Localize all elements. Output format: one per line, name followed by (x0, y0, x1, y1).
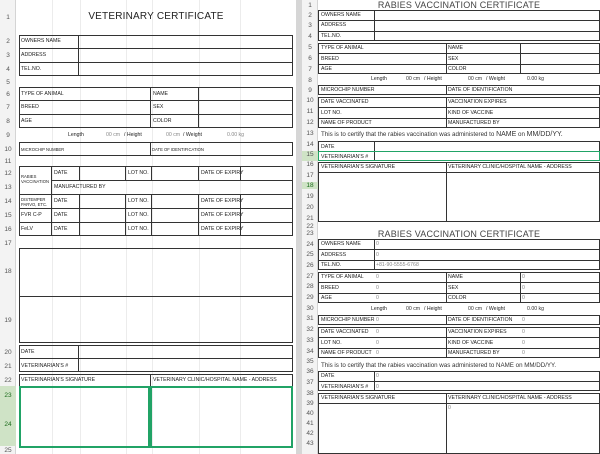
cert2-vet-clinic-value[interactable]: 0 (448, 405, 451, 411)
clinic-cell-selection[interactable] (150, 386, 293, 448)
cert2-owners-name-label: OWNERS NAME (321, 241, 361, 247)
cert2-color-value[interactable]: 0 (522, 295, 525, 301)
row-number[interactable]: 35 (306, 358, 314, 365)
cert2-weight-label: / Weight (486, 306, 505, 312)
type-of-animal-label: TYPE OF ANIMAL (21, 91, 64, 97)
cert1-weight-label: / Weight (486, 76, 505, 82)
row-number[interactable]: 2 (308, 12, 312, 19)
row-number[interactable]: 14 (306, 141, 314, 148)
cert2-product-value[interactable]: 0 (376, 350, 379, 356)
cert1-date-vacc-label: DATE VACCINATED (321, 99, 369, 105)
cert1-color-label: COLOR (448, 66, 467, 72)
cert2-microchip-value[interactable]: 0 (376, 317, 379, 323)
row-number[interactable]: 12 (4, 170, 12, 177)
rabies-vaccination-sheet (302, 0, 600, 454)
cert1-length-value: 00 cm (406, 76, 421, 82)
row-number[interactable]: 4 (308, 33, 312, 40)
row-number[interactable]: 10 (306, 97, 314, 104)
felv-label: FeLV (21, 226, 34, 232)
cert2-sex-label: SEX (448, 285, 459, 291)
cert2-kind-label: KIND OF VACCINE (448, 340, 494, 346)
row-number[interactable]: 12 (306, 119, 314, 126)
rabies-lot-label: LOT NO. (128, 170, 149, 176)
felv-expiry-label: DATE OF EXPIRY (201, 226, 244, 232)
row-number[interactable]: 21 (306, 215, 314, 222)
row-number[interactable]: 30 (306, 305, 314, 312)
telno-label: TEL.NO. (21, 66, 42, 72)
row-number[interactable]: 19 (306, 193, 314, 200)
cert1-address-label: ADDRESS (321, 22, 347, 28)
row-number[interactable]: 39 (306, 400, 314, 407)
weight-label: / Weight (183, 132, 202, 138)
row-number[interactable]: 22 (4, 377, 12, 384)
cert1-vet-sig-label: VETERINARIAN'S SIGNATURE (321, 164, 396, 170)
cert2-date-vacc-value[interactable]: 0 (376, 329, 379, 335)
row-number[interactable]: 13 (4, 184, 12, 191)
cert2-height-label: / Height (424, 306, 442, 312)
cert1-kind-label: KIND OF VACCINE (448, 110, 494, 116)
manufactured-by-label: MANUFACTURED BY (54, 184, 106, 190)
felv-lot-label: LOT NO. (128, 226, 149, 232)
color-label: COLOR (153, 118, 172, 124)
row-number[interactable]: 36 (306, 368, 314, 375)
cert2-manufactured-label: MANUFACTURED BY (448, 350, 500, 356)
row-number[interactable]: 15 (4, 212, 12, 219)
row-number[interactable]: 20 (4, 349, 12, 356)
cert2-name-label: NAME (448, 274, 463, 280)
row-number[interactable]: 37 (306, 379, 314, 386)
rabies-date-label: DATE (54, 170, 68, 176)
age-label: AGE (21, 118, 32, 124)
cert2-weight-value: 0.00 kg (527, 306, 545, 312)
row-number[interactable]: 9 (308, 87, 312, 94)
date-label: DATE (21, 349, 35, 355)
row-number[interactable]: 40 (306, 410, 314, 417)
veterinary-certificate-sheet (0, 0, 296, 454)
cert2-telno-label: TEL.NO. (321, 262, 342, 268)
cert1-type-label: TYPE OF ANIMAL (321, 45, 364, 51)
cert1-date-ident-label: DATE OF IDENTIFICATION (448, 87, 513, 93)
row-number[interactable]: 1 (308, 2, 312, 9)
cert1-owners-name-label: OWNERS NAME (321, 12, 361, 18)
cert2-name-value[interactable]: 0 (522, 274, 525, 280)
row-number[interactable]: 8 (6, 118, 10, 125)
cert1-manufactured-label: MANUFACTURED BY (448, 120, 500, 126)
row-number[interactable]: 7 (308, 66, 312, 73)
row-number[interactable]: 16 (306, 161, 314, 168)
row-number[interactable]: 8 (308, 77, 312, 84)
cert1-vet-clinic-label: VETERINARY CLINIC/HOSPITAL NAME - ADDRESS (448, 164, 572, 170)
row-number[interactable]: 33 (306, 337, 314, 344)
cert2-address-value[interactable]: 0 (376, 252, 379, 258)
row-number[interactable]: 41 (306, 420, 314, 427)
cert1-product-label: NAME OF PRODUCT (321, 120, 372, 126)
row-number[interactable]: 3 (6, 52, 10, 59)
cert1-length-label: Length (371, 76, 387, 82)
row-number[interactable]: 3 (308, 22, 312, 29)
vet-signature-label: VETERINARIAN'S SIGNATURE (21, 377, 96, 383)
name-label: NAME (153, 91, 168, 97)
vet-number-label: VETERINARIAN'S # (21, 363, 69, 369)
cert2-date-value[interactable]: 0 (376, 373, 379, 379)
cert1-weight-value: 0.00 kg (527, 76, 545, 82)
cert1-vet-row-selection[interactable] (318, 151, 600, 161)
row-number[interactable]: 43 (306, 440, 314, 447)
cert2-address-label: ADDRESS (321, 252, 347, 258)
cert2-date-ident-value[interactable]: 0 (522, 317, 525, 323)
row-number[interactable]: 15 (306, 151, 314, 158)
felv-date-label: DATE (54, 226, 68, 232)
certificate-title: VETERINARY CERTIFICATE (88, 11, 224, 22)
cert2-kind-value[interactable]: 0 (522, 340, 525, 346)
microchip-label: MICROCHIP NUMBER (21, 147, 65, 152)
vet-clinic-label: VETERINARY CLINIC/HOSPITAL NAME - ADDRESS (153, 377, 277, 383)
rabies-cert2-title: RABIES VACCINATION CERTIFICATE (377, 229, 541, 239)
cert2-sex-value[interactable]: 0 (522, 285, 525, 291)
cert1-vacc-expires-label: VACCINATION EXPIRES (448, 99, 507, 105)
distemper-lot-label: LOT NO. (128, 198, 149, 204)
row-number[interactable]: 29 (306, 294, 314, 301)
rabies-cert1-title: RABIES VACCINATION CERTIFICATE (377, 0, 541, 10)
cert2-vet-no-value[interactable]: 0 (376, 384, 379, 390)
row-number[interactable]: 18 (4, 268, 12, 275)
row-number[interactable]: 11 (306, 108, 314, 115)
cert2-vacc-expires-label: VACCINATION EXPIRES (448, 329, 507, 335)
row-number[interactable]: 18 (302, 182, 318, 189)
row-number[interactable]: 28 (306, 283, 314, 290)
row-number[interactable]: 24 (306, 241, 314, 248)
row-number[interactable]: 27 (306, 273, 314, 280)
cert2-vet-no-label: VETERINARIAN'S # (321, 384, 369, 390)
cert1-signature-box (318, 162, 600, 222)
row-number[interactable]: 6 (6, 91, 10, 98)
fvr-lot-label: LOT NO. (128, 212, 149, 218)
cert2-lot-value[interactable]: 0 (376, 340, 379, 346)
row-number[interactable]: 17 (306, 172, 314, 179)
row-number[interactable]: 1 (6, 14, 10, 21)
row-number[interactable]: 5 (308, 44, 312, 51)
cert2-type-label: TYPE OF ANIMAL (321, 274, 364, 280)
row-number[interactable]: 14 (4, 198, 12, 205)
cert2-age-value[interactable]: 0 (376, 295, 379, 301)
cert1-height-value: 00 cm (468, 76, 483, 82)
row-number[interactable]: 17 (4, 240, 12, 247)
distemper-label: DISTEMPER PARVO, ETC. (21, 197, 48, 207)
cert2-age-label: AGE (321, 295, 332, 301)
fvr-date-label: DATE (54, 212, 68, 218)
cert2-telno-value[interactable]: +81-90-5555-6768 (376, 262, 419, 268)
cert2-manufactured-value[interactable]: 0 (522, 350, 525, 356)
address-label: ADDRESS (21, 52, 47, 58)
row-number[interactable]: 26 (306, 262, 314, 269)
row-number[interactable]: 38 (306, 390, 314, 397)
cert1-statement: This is to certify that the rabies vaccination was administered to NAME on MM/DD/YY. (321, 131, 563, 138)
row-number[interactable]: 24 (0, 421, 16, 428)
row-number[interactable]: 23 (0, 392, 16, 399)
row-number[interactable]: 25 (4, 447, 12, 454)
distemper-expiry-label: DATE OF EXPIRY (201, 198, 244, 204)
height-value: 00 cm (166, 132, 181, 138)
row-number[interactable]: 4 (6, 66, 10, 73)
cert2-owners-name-value[interactable]: 0 (376, 241, 379, 247)
cert2-date-ident-label: DATE OF IDENTIFICATION (448, 317, 513, 323)
sex-label: SEX (153, 104, 164, 110)
rabies-expiry-label: DATE OF EXPIRY (201, 170, 244, 176)
row-number[interactable]: 11 (4, 158, 12, 165)
cert1-name-label: NAME (448, 45, 463, 51)
cert2-type-value[interactable]: 0 (376, 274, 379, 280)
height-label: / Height (124, 132, 142, 138)
length-value: 00 cm (106, 132, 121, 138)
cert1-microchip-label: MICROCHIP NUMBER (321, 87, 375, 93)
owners-name-label: OWNERS NAME (21, 38, 61, 44)
weight-value: 0.00 kg (227, 132, 245, 138)
cert2-date-vacc-label: DATE VACCINATED (321, 329, 369, 335)
cert2-product-label: NAME OF PRODUCT (321, 350, 372, 356)
cert1-height-label: / Height (424, 76, 442, 82)
cert2-vacc-expires-value[interactable]: 0 (522, 329, 525, 335)
cert2-vet-sig-label: VETERINARIAN'S SIGNATURE (321, 395, 396, 401)
row-number[interactable]: 19 (4, 317, 12, 324)
length-label: Length (68, 132, 84, 138)
cert2-length-value: 00 cm (406, 306, 421, 312)
cert1-date-label: DATE (321, 144, 335, 150)
date-identification-label: DATE OF IDENTIFICATION (152, 147, 204, 152)
row-number[interactable]: 13 (306, 130, 314, 137)
row-number[interactable]: 21 (4, 363, 12, 370)
row-number[interactable]: 32 (306, 326, 314, 333)
row-number[interactable]: 25 (306, 251, 314, 258)
signature-cell-selection[interactable] (19, 386, 150, 448)
cert2-lot-label: LOT NO. (321, 340, 342, 346)
cert2-breed-value[interactable]: 0 (376, 285, 379, 291)
row-number[interactable]: 9 (6, 132, 10, 139)
row-number[interactable]: 6 (308, 55, 312, 62)
cert2-color-label: COLOR (448, 295, 467, 301)
fvr-expiry-label: DATE OF EXPIRY (201, 212, 244, 218)
cert2-statement: This is to certify that the rabies vaccination was administered to NAME on MM/DD/YY. (321, 362, 557, 369)
cert1-vet-no-label: VETERINARIAN'S # (321, 154, 369, 160)
row-number[interactable]: 20 (306, 204, 314, 211)
row-number[interactable]: 7 (6, 104, 10, 111)
row-number[interactable]: 2 (6, 38, 10, 45)
breed-label: BREED (21, 104, 39, 110)
cert2-microchip-label: MICROCHIP NUMBER (321, 317, 375, 323)
fvr-label: FVR C-P (21, 212, 42, 218)
cert1-lot-label: LOT NO. (321, 110, 342, 116)
cert2-vet-clinic-label: VETERINARY CLINIC/HOSPITAL NAME - ADDRESS (448, 395, 572, 401)
cert2-date-label: DATE (321, 373, 335, 379)
row-number[interactable]: 22 (306, 223, 314, 230)
row-number[interactable]: 34 (306, 348, 314, 355)
cert2-breed-label: BREED (321, 285, 339, 291)
row-number[interactable]: 31 (306, 315, 314, 322)
cert1-telno-label: TEL.NO. (321, 33, 342, 39)
rabies-vaccination-label: RABIES VACCINATION (21, 174, 49, 184)
row-number[interactable]: 16 (4, 226, 12, 233)
cert2-height-value: 00 cm (468, 306, 483, 312)
row-number[interactable]: 42 (306, 430, 314, 437)
row-number[interactable]: 23 (306, 230, 314, 237)
cert1-sex-label: SEX (448, 56, 459, 62)
cert1-breed-label: BREED (321, 56, 339, 62)
row-number[interactable]: 5 (6, 79, 10, 86)
cert2-length-label: Length (371, 306, 387, 312)
distemper-date-label: DATE (54, 198, 68, 204)
cert1-age-label: AGE (321, 66, 332, 72)
row-number[interactable]: 10 (4, 146, 12, 153)
